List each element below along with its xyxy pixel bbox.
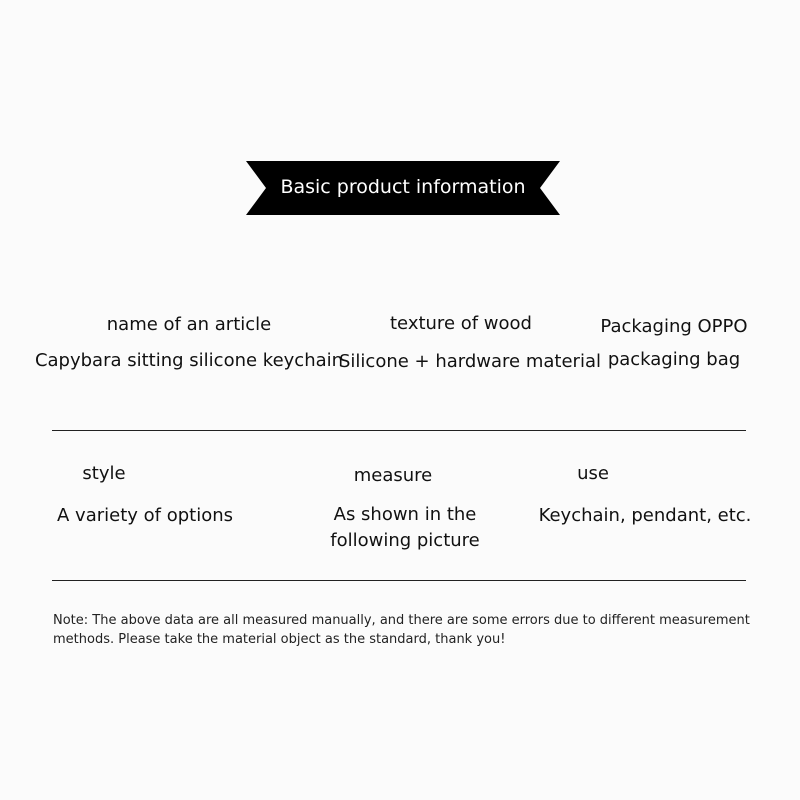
label-use: use — [577, 463, 609, 484]
value-style: A variety of options — [57, 505, 233, 526]
label-style: style — [82, 463, 126, 484]
section-banner — [246, 161, 560, 215]
value-measure-line2: following picture — [330, 530, 480, 551]
value-measure-line1: As shown in the — [333, 504, 477, 525]
measurement-note: Note: The above data are all measured manually, and there are some errors due to different measurement methods. Please take the material object as the standard, thank you! — [53, 613, 750, 647]
divider-top — [52, 430, 746, 431]
value-name-of-article: Capybara sitting silicone keychain — [34, 350, 344, 371]
value-packaging: packaging bag — [607, 349, 741, 370]
label-measure: measure — [353, 465, 433, 486]
banner-title: Basic product information — [280, 176, 526, 198]
label-texture: texture of wood — [390, 313, 532, 334]
label-name-of-article: name of an article — [106, 314, 272, 335]
divider-bottom — [52, 580, 746, 581]
label-packaging: Packaging OPPO — [600, 316, 748, 337]
value-use: Keychain, pendant, etc. — [538, 505, 752, 526]
value-texture: Silicone + hardware material — [339, 351, 601, 372]
